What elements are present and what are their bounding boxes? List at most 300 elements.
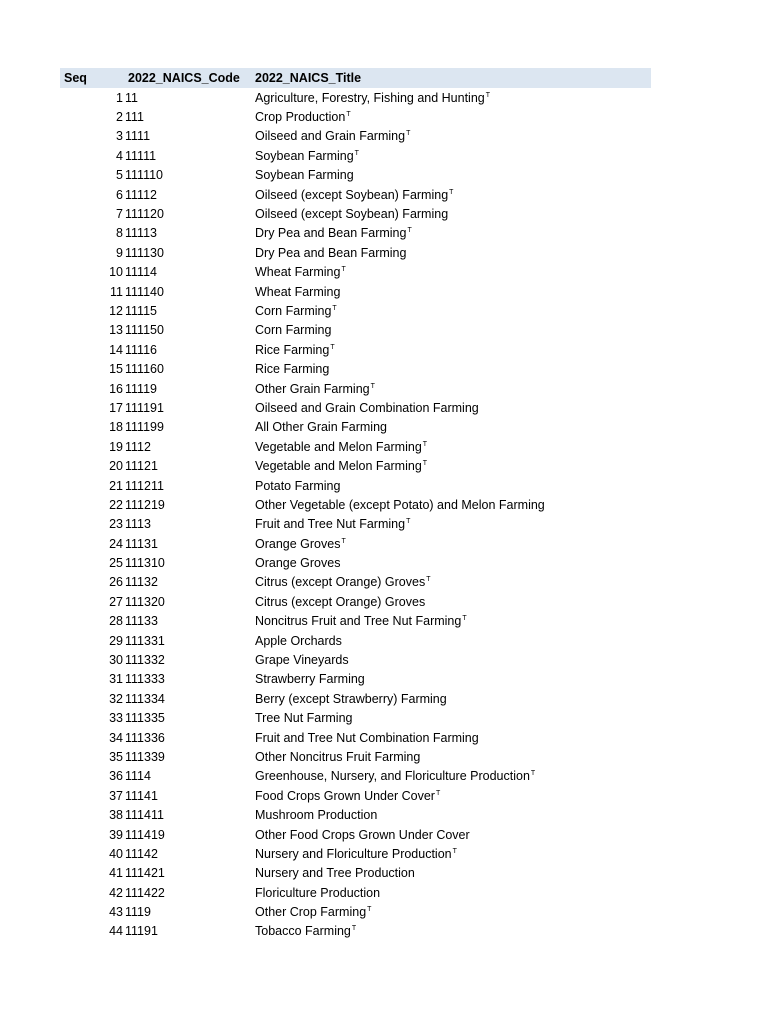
title-cell-text: Apple Orchards: [255, 633, 342, 648]
footnote-marker: T: [341, 537, 346, 545]
title-cell: [255, 789, 651, 803]
code-cell: [124, 129, 255, 143]
title-cell: [255, 323, 651, 337]
title-cell-text: Nursery and Tree Production: [255, 866, 415, 881]
seq-cell: [60, 711, 124, 725]
title-cell-text: Potato Farming: [255, 478, 341, 493]
table-row: [60, 398, 651, 417]
seq-cell-text: 3: [116, 129, 123, 144]
title-cell-text: Wheat Farming: [255, 284, 341, 299]
code-cell-text: 1119: [125, 905, 151, 920]
code-cell-text: 111130: [125, 245, 164, 260]
code-cell: [124, 226, 255, 240]
seq-cell: [60, 129, 124, 143]
footnote-marker: T: [422, 440, 428, 448]
table-row: [60, 476, 651, 495]
code-cell: [124, 808, 255, 822]
title-cell-text: Agriculture, Forestry, Fishing and Hunting: [255, 90, 485, 105]
code-cell-text: 11191: [125, 924, 158, 939]
seq-cell-text: 28: [109, 614, 123, 629]
seq-cell: [60, 207, 124, 221]
title-cell-text: Oilseed and Grain Combination Farming: [255, 400, 479, 415]
table-row: [60, 340, 651, 359]
seq-cell: [60, 440, 124, 454]
title-cell: [255, 537, 651, 551]
title-cell: [255, 808, 651, 822]
seq-cell: [60, 498, 124, 512]
title-cell: [255, 634, 651, 648]
code-cell-text: 11112: [125, 187, 157, 202]
table-row: [60, 650, 651, 669]
title-cell-text: Fruit and Tree Nut Farming: [255, 517, 406, 532]
title-cell-text: Tree Nut Farming: [255, 711, 353, 726]
code-cell-text: 1114: [125, 769, 151, 784]
code-cell-text: 11115: [125, 303, 157, 318]
table-row: [60, 592, 651, 611]
title-cell: [255, 207, 651, 221]
seq-cell: [60, 188, 124, 202]
title-cell: [255, 362, 651, 376]
seq-cell: [60, 808, 124, 822]
footnote-marker: T: [351, 925, 357, 933]
footnote-marker: T: [332, 304, 337, 312]
code-cell: [124, 711, 255, 725]
code-cell-text: 11141: [125, 788, 158, 803]
code-cell: [124, 750, 255, 764]
code-cell-text: 11116: [125, 342, 157, 357]
title-cell-text: Oilseed and Grain Farming: [255, 129, 406, 144]
seq-cell: [60, 226, 124, 240]
table-row: [60, 456, 651, 475]
code-cell-text: 111140: [125, 284, 164, 299]
footnote-marker: T: [370, 382, 375, 390]
seq-cell-text: 13: [109, 323, 123, 338]
table-row: [60, 204, 651, 223]
seq-cell: [60, 382, 124, 396]
seq-cell: [60, 731, 124, 745]
title-cell: [255, 847, 651, 861]
title-cell: [255, 382, 651, 396]
code-cell: [124, 440, 255, 454]
table-row: [60, 922, 651, 941]
table-row: [60, 185, 651, 204]
title-cell-text: Berry (except Strawberry) Farming: [255, 691, 447, 706]
title-cell: [255, 440, 651, 454]
table-row: [60, 321, 651, 340]
footnote-marker: T: [452, 847, 457, 855]
title-cell-text: Other Food Crops Grown Under Cover: [255, 827, 470, 842]
seq-cell: [60, 517, 124, 531]
title-cell-text: Citrus (except Orange) Groves: [255, 575, 426, 590]
seq-cell-text: 37: [109, 788, 123, 803]
code-cell: [124, 634, 255, 648]
header-code: 2022_NAICS_Code: [128, 71, 240, 85]
code-cell-text: 111110: [125, 168, 164, 183]
seq-cell: [60, 246, 124, 260]
seq-cell-text: 31: [109, 672, 123, 687]
code-cell-text: 111120: [125, 207, 164, 222]
code-cell: [124, 575, 255, 589]
title-cell: [255, 129, 651, 143]
seq-cell-text: 1: [116, 90, 123, 105]
title-cell-text: Crop Production: [255, 110, 346, 125]
table-row: [60, 553, 651, 572]
table-row: [60, 689, 651, 708]
title-cell-text: Greenhouse, Nursery, and Floriculture Production: [255, 769, 530, 784]
title-cell: [255, 517, 651, 531]
title-cell: [255, 149, 651, 163]
seq-cell-text: 6: [116, 187, 123, 202]
seq-cell: [60, 672, 124, 686]
code-cell-text: 111336: [125, 730, 165, 745]
footnote-marker: T: [462, 615, 467, 623]
footnote-marker: T: [407, 227, 412, 235]
footnote-marker: T: [330, 343, 335, 351]
seq-cell: [60, 362, 124, 376]
title-cell: [255, 265, 651, 279]
table-row: [60, 263, 651, 282]
seq-cell-text: 39: [109, 827, 123, 842]
seq-cell: [60, 265, 124, 279]
seq-cell: [60, 595, 124, 609]
code-cell-text: 11121: [125, 459, 158, 474]
table-body: [60, 88, 651, 941]
title-cell-text: Rice Farming: [255, 342, 330, 357]
title-cell-text: Other Grain Farming: [255, 381, 370, 396]
code-cell-text: 111211: [125, 478, 164, 493]
seq-cell-text: 30: [109, 653, 123, 668]
title-cell-text: Corn Farming: [255, 303, 332, 318]
seq-cell-text: 44: [109, 924, 123, 939]
title-cell: [255, 731, 651, 745]
title-cell: [255, 924, 651, 938]
seq-cell: [60, 789, 124, 803]
seq-cell-text: 36: [109, 769, 123, 784]
seq-cell-text: 7: [116, 207, 123, 222]
code-cell-text: 1112: [125, 439, 151, 454]
title-cell: [255, 459, 651, 473]
code-cell: [124, 207, 255, 221]
footnote-marker: T: [426, 576, 431, 584]
code-cell-text: 111335: [125, 711, 165, 726]
title-cell: [255, 653, 651, 667]
seq-cell-text: 17: [109, 400, 123, 415]
seq-cell-text: 16: [109, 381, 123, 396]
title-cell: [255, 226, 651, 240]
code-cell-text: 111150: [125, 323, 164, 338]
table-header: [60, 68, 651, 88]
seq-cell-text: 38: [109, 808, 123, 823]
title-cell-text: All Other Grain Farming: [255, 420, 387, 435]
table-row: [60, 864, 651, 883]
footnote-marker: T: [406, 518, 411, 526]
table-row: [60, 166, 651, 185]
title-cell-text: Other Noncitrus Fruit Farming: [255, 749, 421, 764]
code-cell-text: 111421: [125, 866, 165, 881]
seq-cell-text: 41: [109, 866, 123, 881]
table-row: [60, 495, 651, 514]
title-cell-text: Citrus (except Orange) Groves: [255, 594, 426, 609]
title-cell: [255, 188, 651, 202]
seq-cell: [60, 401, 124, 415]
seq-cell-text: 22: [109, 497, 123, 512]
seq-cell: [60, 323, 124, 337]
seq-cell: [60, 769, 124, 783]
code-cell: [124, 420, 255, 434]
seq-cell: [60, 692, 124, 706]
code-cell-text: 111422: [125, 885, 165, 900]
seq-cell: [60, 847, 124, 861]
seq-cell-text: 19: [109, 439, 123, 454]
seq-cell-text: 40: [109, 846, 123, 861]
footnote-marker: T: [435, 789, 441, 797]
seq-cell: [60, 285, 124, 299]
table-row: [60, 747, 651, 766]
code-cell: [124, 789, 255, 803]
code-cell-text: 11142: [125, 846, 158, 861]
table-row: [60, 127, 651, 146]
header-seq: Seq: [64, 71, 87, 85]
code-cell: [124, 479, 255, 493]
footnote-marker: T: [346, 111, 351, 119]
code-cell: [124, 692, 255, 706]
title-cell-text: Nursery and Floriculture Production: [255, 846, 452, 861]
table-row: [60, 631, 651, 650]
seq-cell-text: 14: [109, 342, 123, 357]
code-cell: [124, 91, 255, 105]
seq-cell: [60, 304, 124, 318]
table-row: [60, 825, 651, 844]
code-cell-text: 111320: [125, 594, 165, 609]
header-title: 2022_NAICS_Title: [255, 71, 362, 85]
seq-cell: [60, 905, 124, 919]
code-cell: [124, 265, 255, 279]
table-row: [60, 107, 651, 126]
seq-cell-text: 15: [109, 362, 123, 377]
title-cell: [255, 575, 651, 589]
title-cell: [255, 614, 651, 628]
seq-cell: [60, 653, 124, 667]
footnote-marker: T: [449, 188, 454, 196]
title-cell: [255, 886, 651, 900]
seq-cell-text: 33: [109, 711, 123, 726]
title-cell: [255, 285, 651, 299]
footnote-marker: T: [530, 770, 536, 778]
code-cell: [124, 149, 255, 163]
code-cell-text: 1113: [125, 517, 151, 532]
title-cell-text: Vegetable and Melon Farming: [255, 439, 422, 454]
code-cell: [124, 731, 255, 745]
title-cell: [255, 556, 651, 570]
seq-cell: [60, 168, 124, 182]
seq-cell: [60, 91, 124, 105]
code-cell-text: 111191: [125, 400, 164, 415]
footnote-marker: T: [354, 149, 359, 157]
code-cell-text: 11113: [125, 226, 157, 241]
title-cell-text: Fruit and Tree Nut Combination Farming: [255, 730, 479, 745]
code-cell: [124, 323, 255, 337]
table-row: [60, 379, 651, 398]
code-cell-text: 11131: [125, 536, 158, 551]
code-cell-text: 111160: [125, 362, 164, 377]
seq-cell-text: 34: [109, 730, 123, 745]
code-cell: [124, 246, 255, 260]
code-cell-text: 111333: [125, 672, 165, 687]
seq-cell-text: 4: [116, 148, 123, 163]
code-cell-text: 111: [125, 110, 145, 125]
title-cell-text: Wheat Farming: [255, 265, 341, 280]
table-row: [60, 670, 651, 689]
seq-cell-text: 5: [116, 168, 123, 183]
code-cell: [124, 847, 255, 861]
title-cell: [255, 91, 651, 105]
code-cell-text: 11132: [125, 575, 158, 590]
code-cell: [124, 866, 255, 880]
seq-cell-text: 27: [109, 594, 123, 609]
title-cell-text: Oilseed (except Soybean) Farming: [255, 207, 449, 222]
title-cell-text: Dry Pea and Bean Farming: [255, 245, 407, 260]
seq-cell-text: 12: [109, 303, 123, 318]
naics-table: [60, 68, 651, 941]
code-cell: [124, 304, 255, 318]
seq-cell-text: 2: [116, 110, 123, 125]
code-cell: [124, 382, 255, 396]
title-cell: [255, 866, 651, 880]
code-cell: [124, 886, 255, 900]
code-cell-text: 111339: [125, 749, 165, 764]
title-cell: [255, 905, 651, 919]
title-cell-text: Strawberry Farming: [255, 672, 365, 687]
title-cell: [255, 692, 651, 706]
table-row: [60, 224, 651, 243]
table-row: [60, 902, 651, 921]
seq-cell: [60, 556, 124, 570]
seq-cell: [60, 149, 124, 163]
footnote-marker: T: [367, 906, 372, 914]
footnote-marker: T: [341, 266, 346, 274]
seq-cell: [60, 420, 124, 434]
title-cell: [255, 595, 651, 609]
table-row: [60, 728, 651, 747]
footnote-marker: T: [422, 460, 428, 468]
code-cell-text: 111199: [125, 420, 164, 435]
code-cell: [124, 110, 255, 124]
seq-cell: [60, 886, 124, 900]
table-row: [60, 709, 651, 728]
seq-cell-text: 29: [109, 633, 123, 648]
code-cell: [124, 905, 255, 919]
seq-cell: [60, 614, 124, 628]
title-cell-text: Oilseed (except Soybean) Farming: [255, 187, 449, 202]
title-cell: [255, 304, 651, 318]
table-row: [60, 844, 651, 863]
code-cell: [124, 517, 255, 531]
title-cell-text: Floriculture Production: [255, 885, 381, 900]
code-cell-text: 11: [125, 90, 138, 105]
title-cell-text: Noncitrus Fruit and Tree Nut Farming: [255, 614, 462, 629]
code-cell: [124, 653, 255, 667]
table-row: [60, 88, 651, 107]
seq-cell-text: 8: [116, 226, 123, 241]
table-row: [60, 786, 651, 805]
seq-cell: [60, 750, 124, 764]
table-row: [60, 805, 651, 824]
table-row: [60, 146, 651, 165]
title-cell-text: Orange Groves: [255, 536, 341, 551]
seq-cell-text: 11: [110, 284, 123, 299]
table-row: [60, 359, 651, 378]
seq-cell-text: 43: [109, 905, 123, 920]
seq-cell: [60, 866, 124, 880]
footnote-marker: T: [406, 130, 411, 138]
title-cell: [255, 672, 651, 686]
title-cell-text: Food Crops Grown Under Cover: [255, 788, 435, 803]
title-cell: [255, 401, 651, 415]
title-cell-text: Orange Groves: [255, 556, 341, 571]
title-cell: [255, 168, 651, 182]
title-cell: [255, 750, 651, 764]
code-cell-text: 11111: [125, 148, 157, 163]
title-cell-text: Vegetable and Melon Farming: [255, 459, 422, 474]
title-cell-text: Grape Vineyards: [255, 653, 349, 668]
table-row: [60, 437, 651, 456]
seq-cell: [60, 924, 124, 938]
title-cell-text: Soybean Farming: [255, 168, 354, 183]
title-cell: [255, 420, 651, 434]
code-cell: [124, 498, 255, 512]
footnote-marker: T: [485, 91, 491, 99]
code-cell-text: 111331: [125, 633, 165, 648]
seq-cell: [60, 537, 124, 551]
table-row: [60, 573, 651, 592]
title-cell-text: Rice Farming: [255, 362, 330, 377]
code-cell-text: 111419: [125, 827, 165, 842]
seq-cell-text: 21: [109, 478, 123, 493]
code-cell-text: 111334: [125, 691, 165, 706]
title-cell-text: Mushroom Production: [255, 808, 378, 823]
code-cell: [124, 188, 255, 202]
code-cell-text: 111332: [125, 653, 165, 668]
seq-cell: [60, 110, 124, 124]
code-cell-text: 11133: [125, 614, 158, 629]
code-cell: [124, 401, 255, 415]
seq-cell-text: 23: [109, 517, 123, 532]
title-cell: [255, 769, 651, 783]
seq-cell-text: 25: [109, 556, 123, 571]
table-row: [60, 612, 651, 631]
seq-cell: [60, 459, 124, 473]
code-cell: [124, 556, 255, 570]
table-row: [60, 767, 651, 786]
title-cell: [255, 110, 651, 124]
code-cell: [124, 769, 255, 783]
table-row: [60, 282, 651, 301]
table-row: [60, 243, 651, 262]
code-cell: [124, 343, 255, 357]
code-cell-text: 1111: [125, 129, 151, 144]
title-cell: [255, 711, 651, 725]
seq-cell-text: 35: [109, 749, 123, 764]
seq-cell: [60, 634, 124, 648]
title-cell-text: Other Vegetable (except Potato) and Melon Farming: [255, 497, 545, 512]
table-row: [60, 534, 651, 553]
code-cell: [124, 614, 255, 628]
code-cell: [124, 595, 255, 609]
seq-cell-text: 26: [109, 575, 123, 590]
code-cell-text: 111219: [125, 497, 165, 512]
code-cell-text: 11114: [125, 265, 157, 280]
title-cell: [255, 479, 651, 493]
